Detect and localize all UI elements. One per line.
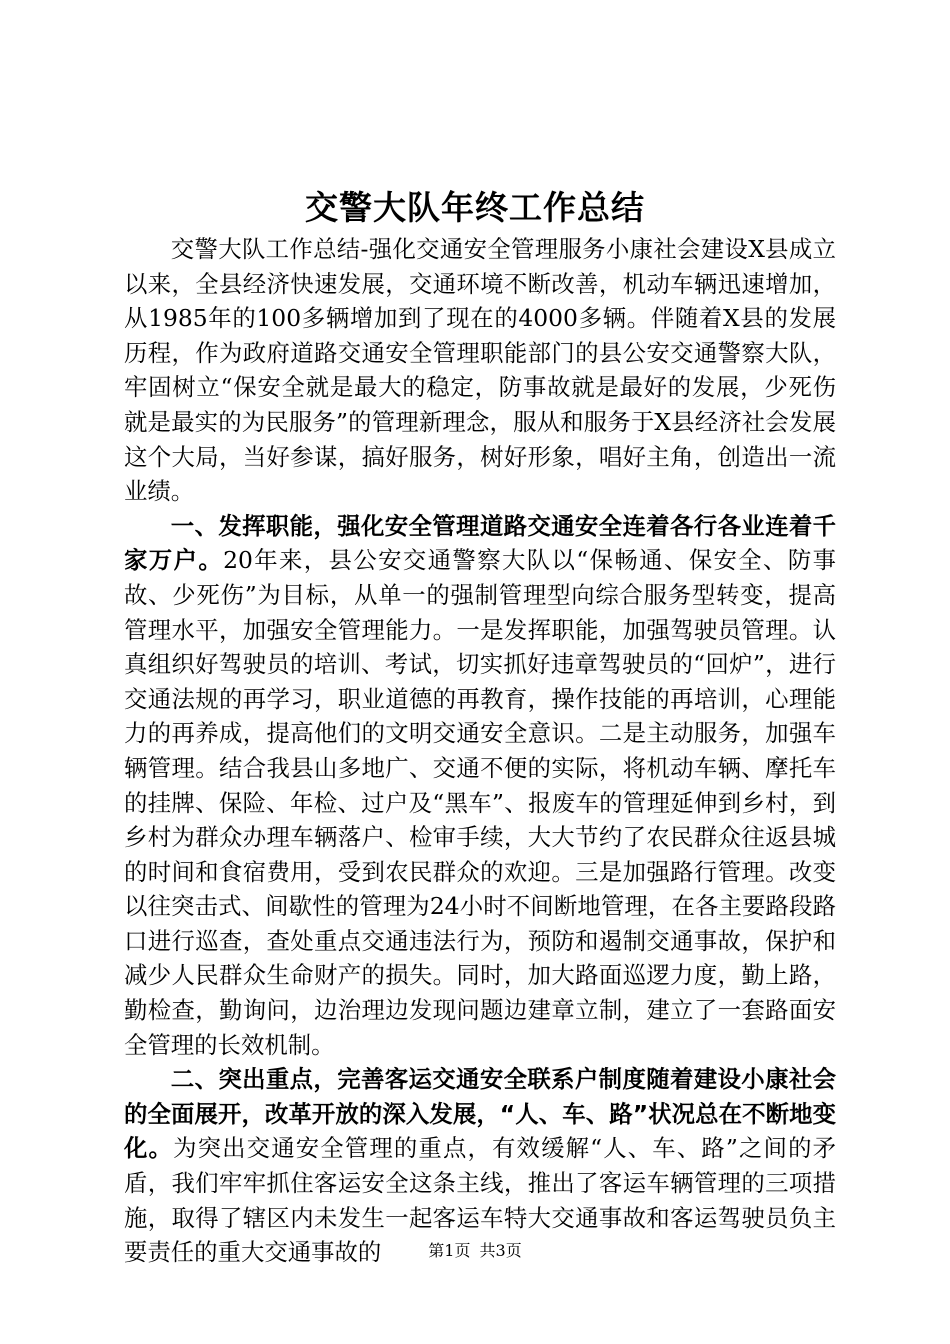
paragraph-section-1 <box>124 509 836 1063</box>
paragraph-text: 20年来，县公安交通警察大队以“保畅通、保安全、防事故、少死伤”为目标，从单一的强制管理型向综合服务型转变，提高管理水平，加强安全管理能力。一是发挥职能，加强驾驶员管理。认真组织好驾驶员的培训、考试，切实抓好违章驾驶员的“回炉”，进行交通法规的再学习，职业道德的再教育，操作技能的再培训，心理能力的再养成，提高他们的文明交通安全意识。二是主动服务，加强车辆管理。结合我县山多地广、交通不便的实际，将机动车辆、摩托车的挂牌、保险、年检、过户及“黑车”、报废车的管理延伸到乡村，到乡村为群众办理车辆落户、检审手续，大大节约了农民群众往返县城的时间和食宿费用，受到农民群众的欢迎。三是加强路行管理。改变以往突击式、间歇性的管理为24小时不间断地管理，在各主要路段路口进行巡查，查处重点交通违法行为，预防和遏制交通事故，保护和减少人民群众生命财产的损失。同时，加大路面巡逻力度，勤上路，勤检查，勤询问，边治理边发现问题边建章立制，建立了一套路面安全管理的长效机制。 <box>124 546 836 1059</box>
section-heading: 一、发挥职能，强化安全管理道路交通安全连着各行各业连着千家万户。 <box>124 511 836 575</box>
page-number-footer: 第1页 共3页 <box>428 1241 522 1260</box>
paragraph-text: 交警大队工作总结-强化交通安全管理服务小康社会建设X县成立以来，全县经济快速发展，交通环境不断改善，机动车辆迅速增加，从1985年的100多辆增加到了现在的4000多辆。伴随着X县的发展历程，作为政府道路交通安全管理职能部门的县公安交通警察大队，牢固树立“保安全就是最大的稳定，防事故就是最好的发展，少死伤就是最实的为民服务”的管理新理念，服从和服务于X县经济社会发展这个大局，当好参谋，搞好服务，树好形象，唱好主角，创造出一流业绩。 <box>124 235 836 506</box>
paragraph-text: 为突出交通安全管理的重点，有效缓解“人、车、路”之间的矛盾，我们牢牢抓住客运安全这条主线，推出了客运车辆管理的三项措施，取得了辖区内未发生一起客运车特大交通事故和客运驾驶员负主要责任的重大交通事故的 <box>124 1134 837 1267</box>
document-body <box>124 232 836 1270</box>
paragraph-section-2 <box>124 1062 836 1270</box>
paragraph-intro <box>124 232 836 509</box>
section-heading: 二、突出重点，完善客运交通安全联系户制度随着建设小康社会的全面展开，改革开放的深入发展，“人、车、路”状况总在不断地变化。 <box>124 1065 836 1163</box>
document-title: 交警大队年终工作总结 <box>305 188 645 227</box>
